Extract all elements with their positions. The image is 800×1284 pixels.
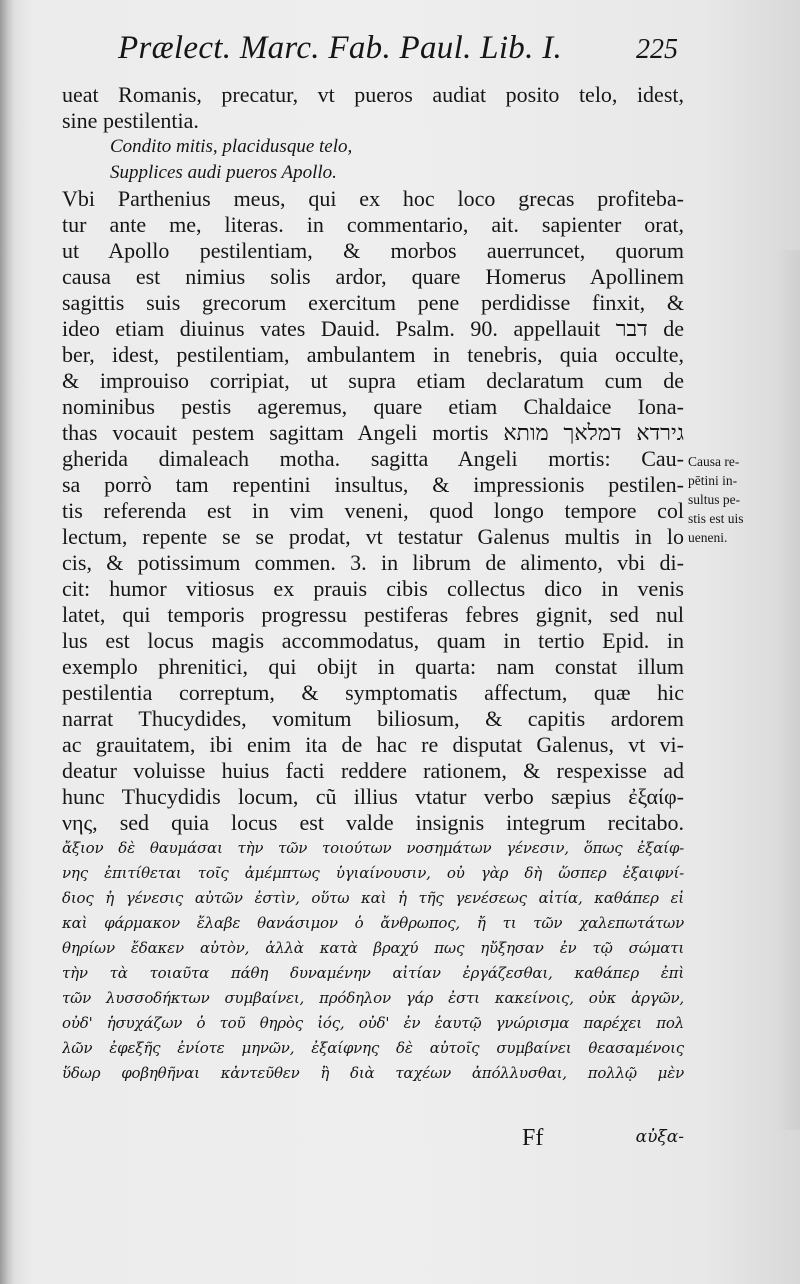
verse-line: Condito mitis, placidusque telo, [110, 136, 353, 157]
text-line: deatur voluisse huius facti reddere rationem, & respexisse ad [62, 758, 684, 783]
main-text-block [62, 82, 684, 1086]
marginal-note-line: sultus pe- [688, 492, 741, 507]
text-line: ideo etiam diuinus vates Dauid. Psalm. 90. appellauit דבר de [62, 316, 684, 341]
text-line: causa est nimius solis ardor, quare Homerus Apollinem [62, 264, 684, 289]
text-line: sagittis suis grecorum exercitum pene perdidisse finxit, & [62, 290, 684, 315]
text-line: tur ante me, literas. in commentario, ait. sapienter orat, [62, 212, 684, 237]
text-line: cis, & potissimum commen. 3. in librum de alimento, vbi di- [62, 550, 684, 575]
text-line: exemplo phrenitici, qui obijt in quarta: nam constat illum [62, 654, 684, 679]
text-line: thas vocauit pestem sagittam Angeli mortis גירדא דמלאך מותא [62, 420, 684, 445]
page-footer [62, 1125, 684, 1155]
greek-text-line: νης ἐπιτίθεται τοῖς ἀμέμπτως ὑγιαίνουσιν, οὐ γὰρ δὴ ὥσπερ ἐξαιφνί- [62, 864, 684, 882]
text-line: ber, idest, pestilentiam, ambulantem in tenebris, quia occulte, [62, 342, 684, 367]
text-line: tis referenda est in vim veneni, quod longo tempore col [62, 498, 684, 523]
marginal-note-line: pētini in- [688, 473, 738, 488]
text-line: narrat Thucydides, vomitum biliosum, & capitis ardorem [62, 706, 684, 731]
greek-text-line: ἄξιον δὲ θαυμάσαι τὴν τῶν τοιούτων νοσημάτων γένεσιν, ὅπως ἐξαίφ- [62, 839, 684, 857]
marginal-note [688, 452, 766, 547]
text-line: ut Apollo pestilentiam, & morbos auerruncet, quorum [62, 238, 684, 263]
page-edge-shadow [778, 250, 800, 1130]
running-head: Prælect. Marc. Fab. Paul. Lib. I. [118, 30, 563, 66]
greek-text-line: θηρίων ἔδακεν αὐτὸν, ἀλλὰ κατὰ βραχύ πως ηὔξησαν ἐν τῷ σώματι [62, 939, 684, 957]
greek-text-line: τὴν τὰ τοιαῦτα πάθη δυναμένην αἰτίαν ἐργάζεσθαι, καθάπερ ἐπὶ [62, 964, 684, 982]
text-line: hunc Thucydidis locum, cũ illius vtatur verbo sæpius ἐξαίφ- [62, 784, 684, 809]
text-line: cit: humor vitiosus ex prauis cibis collectus dico in venis [62, 576, 684, 601]
page-header [118, 30, 678, 78]
greek-text-line: οὐδ' ἡσυχάζων ὁ τοῦ θηρὸς ἰός, οὐδ' ἐν ἑαυτῷ γνώρισμα παρέχει πολ [62, 1014, 684, 1032]
greek-text-line: διος ἡ γένεσις αὐτῶν ἐστὶν, οὕτω καὶ ἡ τῆς γενέσεως αἰτία, καθάπερ εἰ [62, 889, 684, 907]
text-line: & improuiso corripiat, ut supra etiam declaratum cum de [62, 368, 684, 393]
page-gutter-shadow [0, 0, 14, 1284]
text-line: ueat Romanis, precatur, vt pueros audiat posito telo, idest, [62, 82, 684, 107]
text-line: nominibus pestis ageremus, quare etiam Chaldaice Iona- [62, 394, 684, 419]
marginal-note-line: stis est uis [688, 511, 744, 526]
marginal-note-line: ueneni. [688, 530, 728, 545]
text-line: sine pestilentia. [62, 108, 199, 133]
text-line: ac grauitatem, ibi enim ita de hac re disputat Galenus, vt vi- [62, 732, 684, 757]
text-line: gherida dimaleach motha. sagitta Angeli mortis: Cau- [62, 446, 684, 471]
greek-text-line: τῶν λυσσοδήκτων συμβαίνει, πρόδηλον γάρ ἐστι κακείνοις, οὐκ ἀργῶν, [62, 989, 684, 1007]
text-line: sa porrò tam repentini insultus, & impressionis pestilen- [62, 472, 684, 497]
verse-line: Supplices audi pueros Apollo. [110, 162, 337, 183]
text-line: pestilentia correptum, & symptomatis affectum, quæ hic [62, 680, 684, 705]
text-line: lectum, repente se se prodat, vt testatur Galenus multis in lo [62, 524, 684, 549]
text-line: Vbi Parthenius meus, qui ex hoc loco grecas profiteba- [62, 186, 684, 211]
greek-text-line: καὶ φάρμακον ἔλαβε θανάσιμον ὁ ἄνθρωπος, ἤ τι τῶν χαλεπωτάτων [62, 914, 684, 932]
text-line: lus est locus magis accommodatus, quam in tertio Epid. in [62, 628, 684, 653]
greek-text-line: λῶν ἐφεξῆς ἐνίοτε μηνῶν, ἐξαίφνης δὲ αὐτοῖς συμβαίνει θεασαμένοις [62, 1039, 684, 1057]
text-line: νης, sed quia locus est valde insignis integrum recitabo. [62, 810, 684, 835]
catchword: αὐξα- [635, 1127, 684, 1147]
page-number: 225 [636, 34, 678, 65]
signature-mark: Ff [522, 1125, 544, 1151]
greek-text-line: ὕδωρ φοβηθῆναι κἀντεῦθεν ἢ διὰ ταχέων ἀπόλλυσθαι, πολλῷ μὲν [62, 1064, 684, 1082]
marginal-note-line: Causa re- [688, 454, 740, 469]
text-line: latet, qui temporis progressu pestiferas febres gignit, sed nul [62, 602, 684, 627]
